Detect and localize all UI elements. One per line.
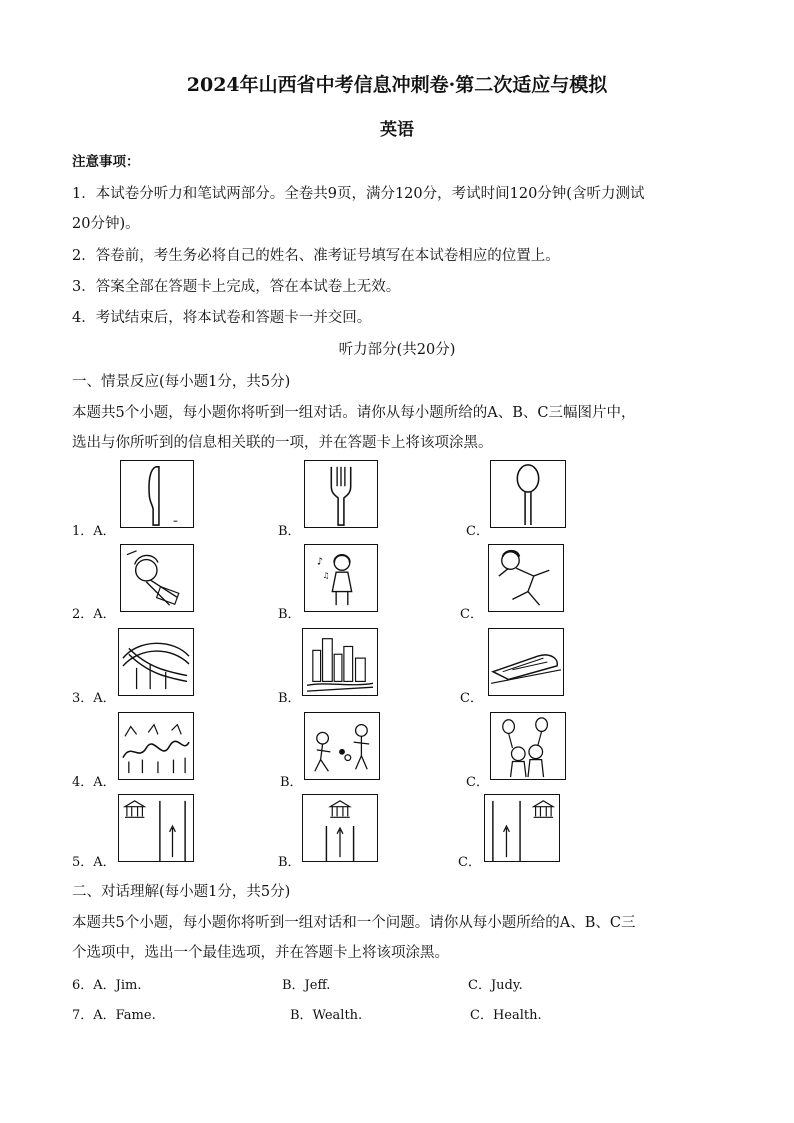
note-item-1-cont: 20分钟)。 [72, 216, 140, 232]
section1-instruction-2: 选出与你所听到的信息相关联的一项，并在答题卡上将该项涂黑。 [72, 435, 493, 451]
q3-label-c: C． [460, 691, 483, 706]
subject-title: 英语 [380, 120, 414, 140]
section1-instruction-1: 本题共5个小题，每小题你将听到一组对话。请你从每小题所给的A、B、C三幅图片中， [72, 405, 636, 421]
q1-label-b: B． [278, 524, 301, 539]
q2-option-a[interactable] [120, 544, 194, 612]
q1-label-c: C． [466, 524, 489, 539]
note-item-4: 4．考试结束后，将本试卷和答题卡一并交回。 [72, 310, 372, 326]
section2-instruction-1: 本题共5个小题，每小题你将听到一组对话和一个问题。请你从每小题所给的A、B、C三 [72, 915, 636, 931]
highway-overpass-icon [119, 629, 193, 695]
q2-option-b[interactable] [304, 544, 378, 612]
q5-label-b: B． [278, 855, 301, 870]
q2-label-a: 2．A． [72, 607, 116, 622]
exam-title: 2024年山西省中考信息冲刺卷·第二次适应与模拟 [186, 74, 608, 96]
q6-option-b[interactable]: B．Jeff. [282, 978, 331, 993]
svg-text:♪: ♪ [316, 556, 323, 568]
note-item-1: 1．本试卷分听力和笔试两部分。全卷共9页，满分120分，考试时间120分钟(含听力测试 [72, 186, 645, 202]
q3-option-a[interactable] [118, 628, 194, 696]
q4-option-a[interactable] [118, 712, 194, 780]
dragon-dance-icon [119, 713, 193, 779]
q3-label-b: B． [278, 691, 301, 706]
q5-option-c[interactable] [484, 794, 560, 862]
q1-label-a: 1．A． [72, 524, 116, 539]
q4-label-a: 4．A． [72, 775, 116, 790]
q4-label-c: C． [466, 775, 489, 790]
q1-option-b[interactable] [304, 460, 378, 528]
note-item-3: 3．答案全部在答题卡上完成，答在本试卷上无效。 [72, 279, 401, 295]
q5-label-c: C． [458, 855, 481, 870]
q5-label-a: 5．A． [72, 855, 116, 870]
high-speed-train-icon [489, 629, 563, 695]
section2-title: 二、对话理解(每小题1分，共5分) [72, 884, 291, 900]
q4-option-b[interactable] [304, 712, 380, 780]
q2-label-b: B． [278, 607, 301, 622]
q5-option-a[interactable] [118, 794, 194, 862]
q2-option-c[interactable] [488, 544, 564, 612]
q4-option-c[interactable] [490, 712, 566, 780]
svg-text:♫: ♫ [322, 571, 330, 580]
city-skyline-icon [303, 629, 377, 695]
knife-icon [121, 461, 193, 527]
q1-option-c[interactable] [490, 460, 566, 528]
boy-running-icon [489, 545, 563, 611]
q6-option-a[interactable]: 6．A．Jim. [72, 978, 142, 993]
girl-listening-music-icon [305, 545, 377, 611]
bank-right-map-icon [485, 795, 559, 861]
girl-reading-icon [121, 545, 193, 611]
section1-title: 一、情景反应(每小题1分，共5分) [72, 374, 291, 390]
q2-label-c: C． [460, 607, 483, 622]
bank-left-map-icon [119, 795, 193, 861]
q1-option-a[interactable] [120, 460, 194, 528]
q7-option-c[interactable]: C．Health. [470, 1008, 542, 1023]
q3-option-b[interactable] [302, 628, 378, 696]
q3-label-a: 3．A． [72, 691, 116, 706]
people-playing-icon [305, 713, 379, 779]
spoon-icon [491, 461, 565, 527]
listening-heading: 听力部分(共20分) [338, 342, 456, 358]
q3-option-c[interactable] [488, 628, 564, 696]
note-item-2: 2．答卷前，考生务必将自己的姓名、准考证号填写在本试卷相应的位置上。 [72, 248, 560, 264]
fork-icon [305, 461, 377, 527]
lantern-festival-icon [491, 713, 565, 779]
q5-option-b[interactable] [302, 794, 378, 862]
q6-option-c[interactable]: C．Judy. [468, 978, 523, 993]
q7-option-b[interactable]: B．Wealth. [290, 1008, 363, 1023]
q7-option-a[interactable]: 7．A．Fame. [72, 1008, 156, 1023]
bank-ahead-map-icon [303, 795, 377, 861]
q4-label-b: B． [280, 775, 303, 790]
section2-instruction-2: 个选项中，选出一个最佳选项，并在答题卡上将该项涂黑。 [72, 945, 449, 961]
notes-heading: 注意事项： [72, 154, 140, 170]
